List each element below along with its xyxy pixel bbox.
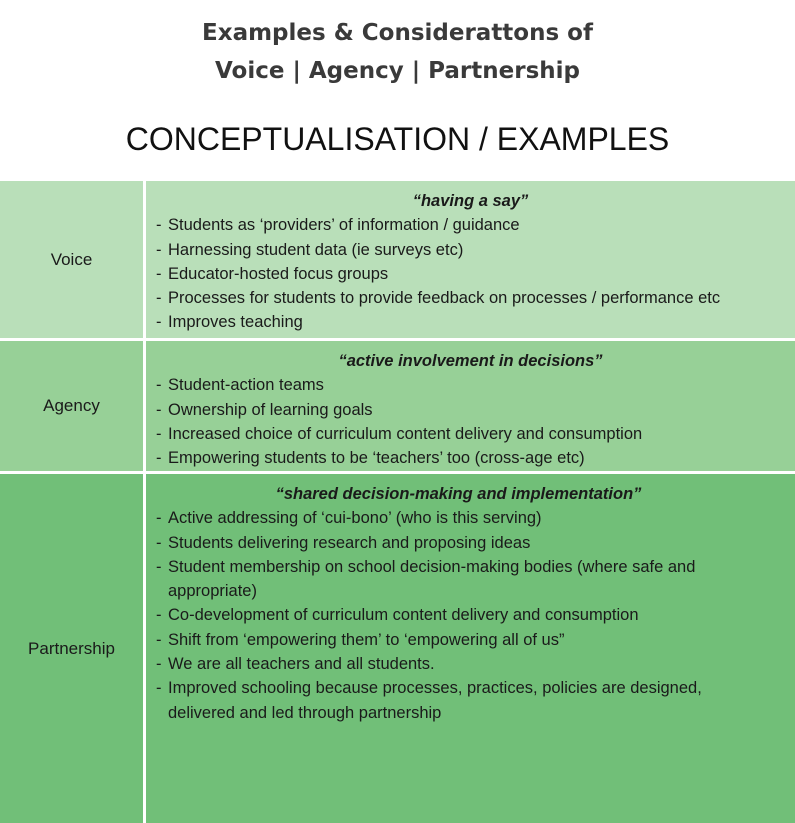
list-item: - Empowering students to be ‘teachers’ too (cross-age etc) xyxy=(156,446,795,470)
list-item: - Educator-hosted focus groups xyxy=(156,262,795,286)
list-item: - Student membership on school decision-making bodies (where safe and appropriate) xyxy=(156,555,771,604)
list-item: - Improves teaching xyxy=(156,310,795,334)
table-row-voice xyxy=(0,181,795,338)
table-row-partnership xyxy=(0,474,795,823)
header-line-2: Voice | Agency | Partnership xyxy=(215,58,580,84)
list-item: - Harnessing student data (ie surveys etc) xyxy=(156,238,795,262)
row-label-agency: Agency xyxy=(0,341,143,471)
table-row-agency xyxy=(0,341,795,471)
list-item: - Ownership of learning goals xyxy=(156,398,795,422)
document-header xyxy=(0,14,795,90)
list-item: - Students as ‘providers’ of information / guidance xyxy=(156,213,795,237)
point-list-partnership xyxy=(156,506,771,725)
list-item: - We are all teachers and all students. xyxy=(156,652,771,676)
list-item: - Shift from ‘empowering them’ to ‘empowering all of us” xyxy=(156,628,771,652)
row-quote-agency: “active involvement in decisions” xyxy=(338,352,603,370)
list-item: - Student-action teams xyxy=(156,373,795,397)
list-item: - Increased choice of curriculum content delivery and consumption xyxy=(156,422,795,446)
row-content-voice xyxy=(146,181,795,338)
list-item: - Improved schooling because processes, practices, policies are designed, delivered and led through partnership xyxy=(156,676,771,725)
list-item: - Students delivering research and proposing ideas xyxy=(156,531,771,555)
list-item: - Processes for students to provide feedback on processes / performance etc xyxy=(156,286,795,310)
point-list-voice xyxy=(156,213,795,334)
row-content-agency xyxy=(146,341,795,471)
row-label-voice: Voice xyxy=(0,181,143,338)
row-quote-voice: “having a say” xyxy=(412,192,529,210)
row-label-partnership: Partnership xyxy=(0,474,143,823)
list-item: - Co-development of curriculum content delivery and consumption xyxy=(156,603,771,627)
point-list-agency xyxy=(156,373,795,470)
list-item: - Active addressing of ‘cui-bono’ (who is this serving) xyxy=(156,506,771,530)
row-quote-partnership: “shared decision-making and implementation” xyxy=(275,485,642,503)
row-content-partnership xyxy=(146,474,795,823)
section-title: CONCEPTUALISATION / EXAMPLES xyxy=(125,121,670,157)
conceptualisation-table xyxy=(0,181,795,823)
header-line-1: Examples & Considerattons of xyxy=(202,20,593,46)
